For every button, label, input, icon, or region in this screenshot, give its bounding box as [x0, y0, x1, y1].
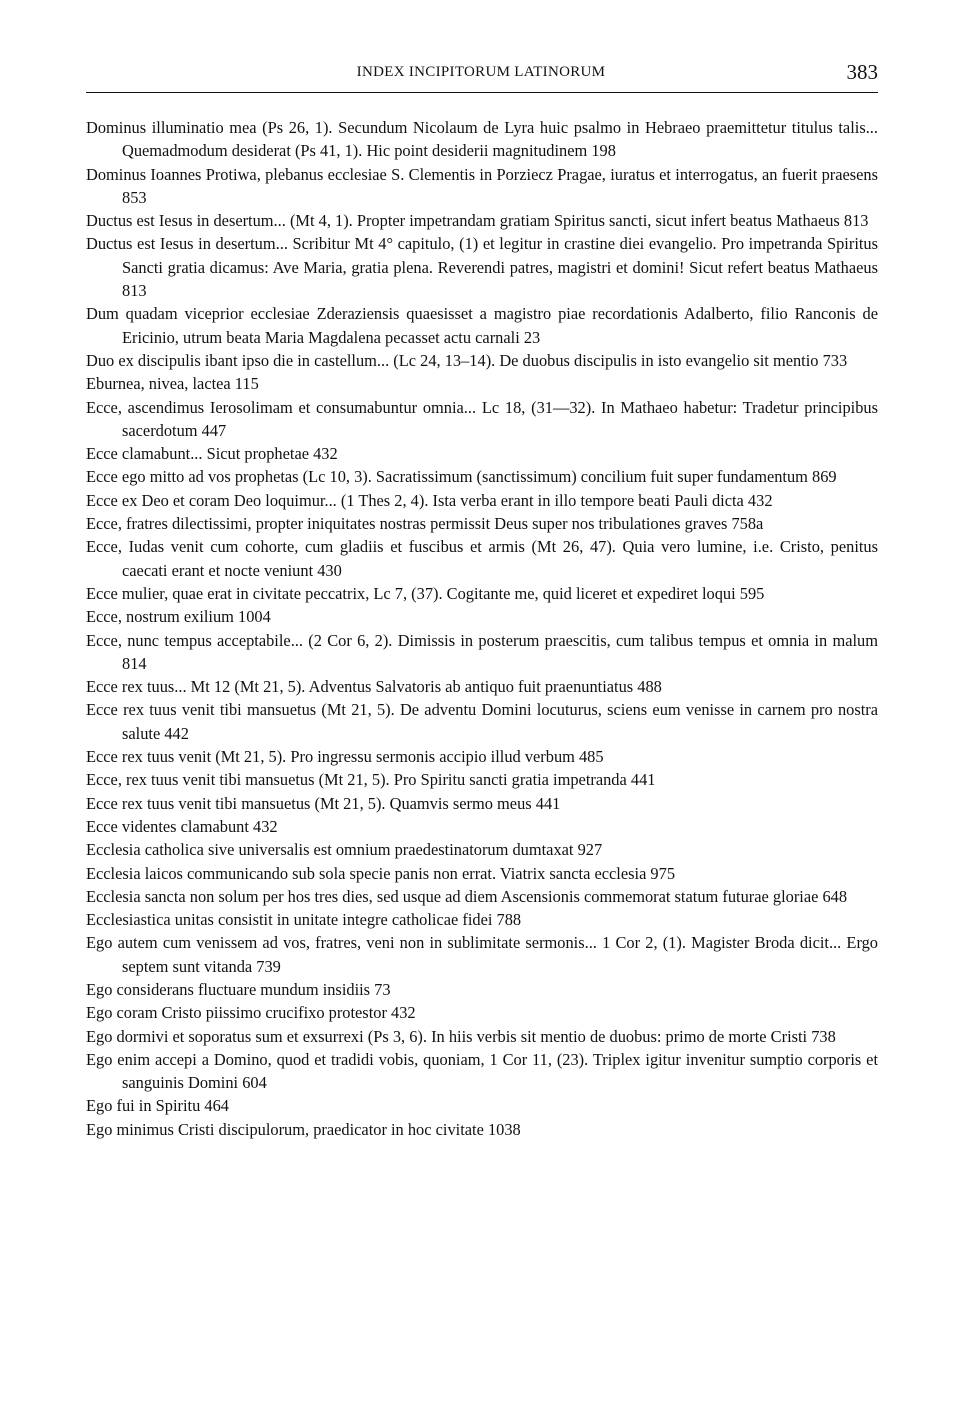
header-rule — [86, 92, 878, 93]
index-entry: Eburnea, nivea, lactea 115 — [86, 374, 259, 394]
index-entry: Ego considerans fluctuare mundum insidiis 73 — [86, 979, 391, 999]
index-entry: Ecce ego mitto ad vos prophetas (Lc 10, 3). Sacratissimum (sanctissimum) concilium fuit super fundamentum 869 — [86, 467, 837, 487]
running-header — [84, 62, 878, 92]
index-entry: Duo ex discipulis ibant ipso die in castellum... (Lc 24, 13–14). De duobus discipulis in isto evangelio sit mentio 733 — [86, 350, 848, 370]
index-entry: Ecce rex tuus... Mt 12 (Mt 21, 5). Adventus Salvatoris ab antiquo fuit praenuntiatus 488 — [86, 677, 662, 697]
index-entry: Ecclesiastica unitas consistit in unitate integre catholicae fidei 788 — [86, 910, 522, 930]
index-entry: Ecce, fratres dilectissimi, propter iniquitates nostras permissit Deus super nos tribulationes graves 758a — [86, 514, 764, 534]
index-entry: Ecce rex tuus venit tibi mansuetus (Mt 21, 5). De adventu Domini locuturus, sciens eum venisse in carnem pro nostra salute 442 — [86, 700, 878, 743]
index-entry: Ego minimus Cristi discipulorum, praedicator in hoc civitate 1038 — [86, 1119, 521, 1139]
index-entry: Dominus Ioannes Protiwa, plebanus ecclesiae S. Clementis in Porziecz Pragae, iuratus et interrogatus, an fuerit praesens 853 — [86, 164, 878, 207]
index-entry: Ecce rex tuus venit tibi mansuetus (Mt 21, 5). Quamvis sermo meus 441 — [86, 793, 561, 813]
running-title: INDEX INCIPITORUM LATINORUM — [356, 64, 606, 80]
index-entry: Ecce videntes clamabunt 432 — [86, 816, 278, 836]
page-number: 383 — [846, 60, 878, 84]
index-entry: Ecce rex tuus venit (Mt 21, 5). Pro ingressu sermonis accipio illud verbum 485 — [86, 747, 604, 767]
index-entry: Ecce, nostrum exilium 1004 — [86, 607, 271, 627]
index-entry: Ecce, ascendimus Ierosolimam et consumabuntur omnia... Lc 18, (31—32). In Mathaeo habetur: Tradetur principibus sacerdotum 447 — [86, 397, 878, 440]
index-entries — [86, 116, 878, 1141]
index-entry: Ego enim accepi a Domino, quod et tradidi vobis, quoniam, 1 Cor 11, (23). Triplex igitur invenitur sumptio corporis et sanguinis Domini 604 — [86, 1049, 878, 1093]
index-entry: Ego dormivi et soporatus sum et exsurrexi (Ps 3, 6). In hiis verbis sit mentio de duobus: primo de morte Cristi 738 — [86, 1026, 836, 1046]
index-entry: Ductus est Iesus in desertum... Scribitur Mt 4° capitulo, (1) et legitur in crastine diei evangelio. Pro impetranda Spiritus Sancti gratia dicamus: Ave Maria, gratia plena. Reverendi patres, magistri et domini! Sicut refert beatus Mathaeus 813 — [86, 234, 878, 301]
index-entry: Ecclesia sancta non solum per hos tres dies, sed usque ad diem Ascensionis commemorat statum futurae gloriae 648 — [86, 886, 848, 906]
index-entry: Ecce, Iudas venit cum cohorte, cum gladiis et fuscibus et armis (Mt 26, 47). Quia vero lumine, i.e. Cristo, penitus caecati erant et nocte veniunt 430 — [86, 537, 878, 580]
index-entry: Ecce clamabunt... Sicut prophetae 432 — [86, 444, 338, 464]
index-entry: Dum quadam viceprior ecclesiae Zderaziensis quaesisset a magistro piae recordationis Adalberto, filio Ranconis de Ericinio, utrum beata Maria Magdalena pecasset actu carnali 23 — [86, 304, 878, 347]
index-entry: Ecce ex Deo et coram Deo loquimur... (1 Thes 2, 4). Ista verba erant in illo tempore beati Pauli dicta 432 — [86, 490, 773, 510]
index-entry: Ecce, nunc tempus acceptabile... (2 Cor 6, 2). Dimissis in posterum praescitis, cum talibus tempus et omnia in malum 814 — [86, 630, 878, 673]
index-entry: Ductus est Iesus in desertum... (Mt 4, 1). Propter impetrandam gratiam Spiritus sancti, sicut infert beatus Mathaeus 813 — [86, 211, 869, 231]
index-entry: Ego autem cum venissem ad vos, fratres, veni non in sublimitate sermonis... 1 Cor 2, (1). Magister Broda dicit... Ergo septem sunt vitanda 739 — [86, 933, 878, 976]
index-entry: Ecclesia catholica sive universalis est omnium praedestinatorum dumtaxat 927 — [86, 840, 603, 860]
index-entry: Ecce mulier, quae erat in civitate peccatrix, Lc 7, (37). Cogitante me, quid liceret et expediret loqui 595 — [86, 583, 765, 603]
index-entry: Dominus illuminatio mea (Ps 26, 1). Secundum Nicolaum de Lyra huic psalmo in Hebraeo praemittetur titulus talis... Quemadmodum desiderat (Ps 41, 1). Hic point desiderii magnitudinem 198 — [86, 118, 878, 161]
index-entry: Ecclesia laicos communicando sub sola specie panis non errat. Viatrix sancta ecclesia 975 — [86, 863, 676, 883]
index-entry: Ego fui in Spiritu 464 — [86, 1096, 229, 1116]
index-entry: Ego coram Cristo piissimo crucifixo protestor 432 — [86, 1003, 416, 1023]
index-entry: Ecce, rex tuus venit tibi mansuetus (Mt 21, 5). Pro Spiritu sancti gratia impetranda 441 — [86, 770, 656, 790]
